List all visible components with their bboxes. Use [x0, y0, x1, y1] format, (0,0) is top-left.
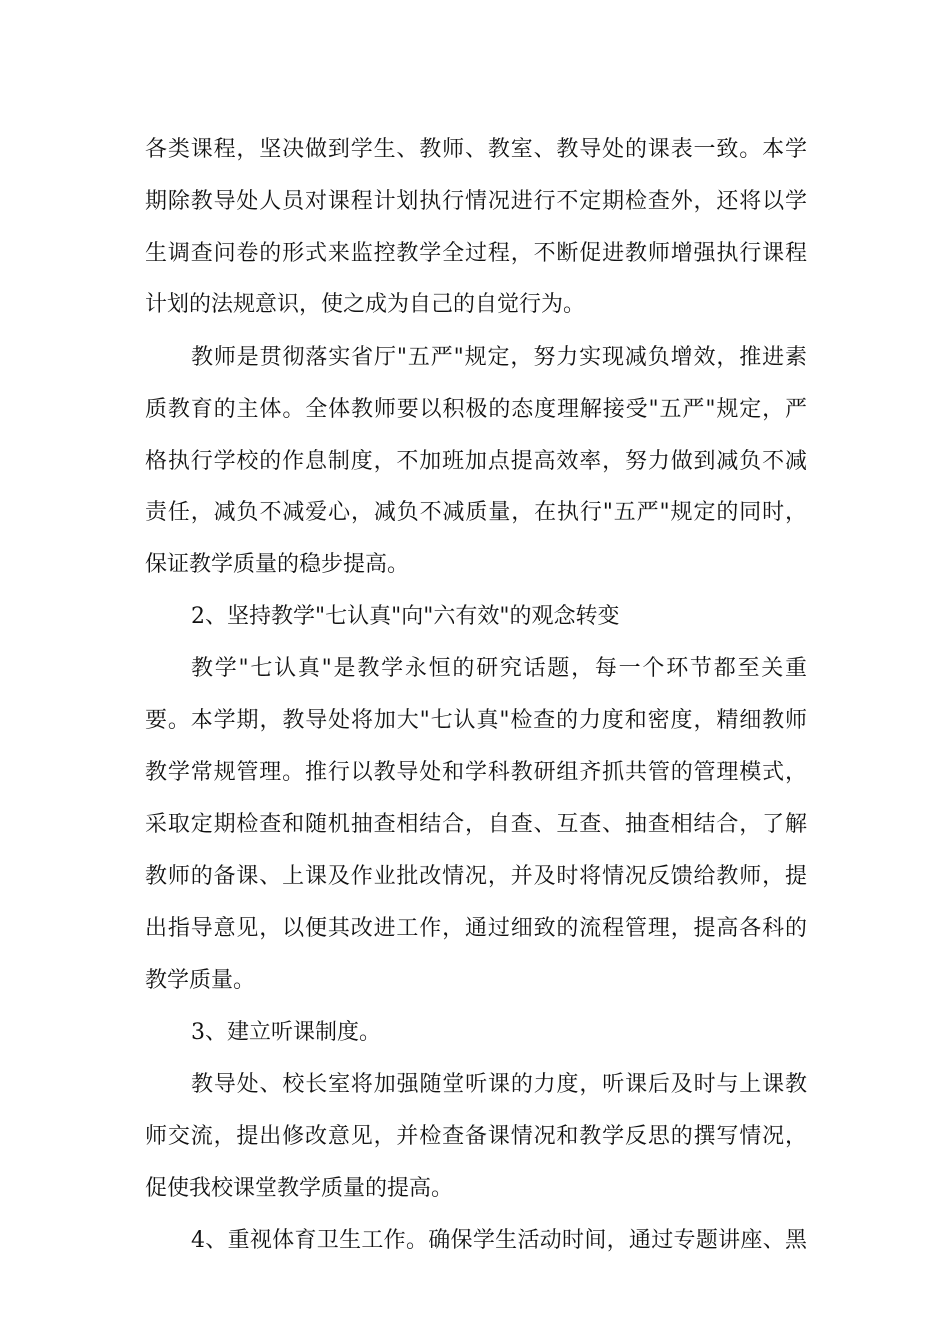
body-text-line: 各类课程，坚决做到学生、教师、教室、教导处的课表一致。本学 — [145, 137, 807, 162]
body-text-line: 采取定期检查和随机抽查相结合，自查、互查、抽查相结合，了解 — [145, 812, 807, 837]
body-text-line: 师交流，提出修改意见，并检查备课情况和教学反思的撰写情况， — [145, 1124, 807, 1149]
paragraph-first-line: 教师是贯彻落实省厅"五严"规定，努力实现减负增效，推进素 — [191, 345, 807, 370]
body-text-line: 计划的法规意识，使之成为自己的自觉行为。 — [145, 292, 586, 317]
body-text-line: 要。本学期，教导处将加大"七认真"检查的力度和密度，精细教师 — [145, 708, 807, 733]
body-text-line: 促使我校课堂教学质量的提高。 — [145, 1176, 454, 1201]
body-text-line: 期除教导处人员对课程计划执行情况进行不定期检查外，还将以学 — [145, 189, 807, 214]
body-text-line: 质教育的主体。全体教师要以积极的态度理解接受"五严"规定，严 — [145, 397, 807, 422]
body-text-line: 出指导意见，以便其改进工作，通过细致的流程管理，提高各科的 — [145, 916, 807, 941]
body-text-line: 生调查问卷的形式来监控教学全过程，不断促进教师增强执行课程 — [145, 241, 807, 266]
body-text-line: 教师的备课、上课及作业批改情况，并及时将情况反馈给教师，提 — [145, 864, 807, 889]
body-text-line: 责任，减负不减爱心，减负不减质量，在执行"五严"规定的同时， — [145, 500, 807, 525]
body-text-line: 教学质量。 — [145, 968, 256, 993]
body-text-line: 教学常规管理。推行以教导处和学科教研组齐抓共管的管理模式， — [145, 760, 807, 785]
section-heading-2: 2、坚持教学"七认真"向"六有效"的观念转变 — [191, 604, 620, 629]
section-heading-4: 4、重视体育卫生工作。确保学生活动时间，通过专题讲座、黑 — [191, 1228, 807, 1253]
paragraph-first-line: 教学"七认真"是教学永恒的研究话题，每一个环节都至关重 — [191, 656, 807, 681]
body-text-line: 格执行学校的作息制度，不加班加点提高效率，努力做到减负不减 — [145, 449, 807, 474]
section-heading-3: 3、建立听课制度。 — [191, 1020, 381, 1045]
body-text-line: 保证教学质量的稳步提高。 — [145, 552, 410, 577]
paragraph-first-line: 教导处、校长室将加强随堂听课的力度，听课后及时与上课教 — [191, 1072, 807, 1097]
